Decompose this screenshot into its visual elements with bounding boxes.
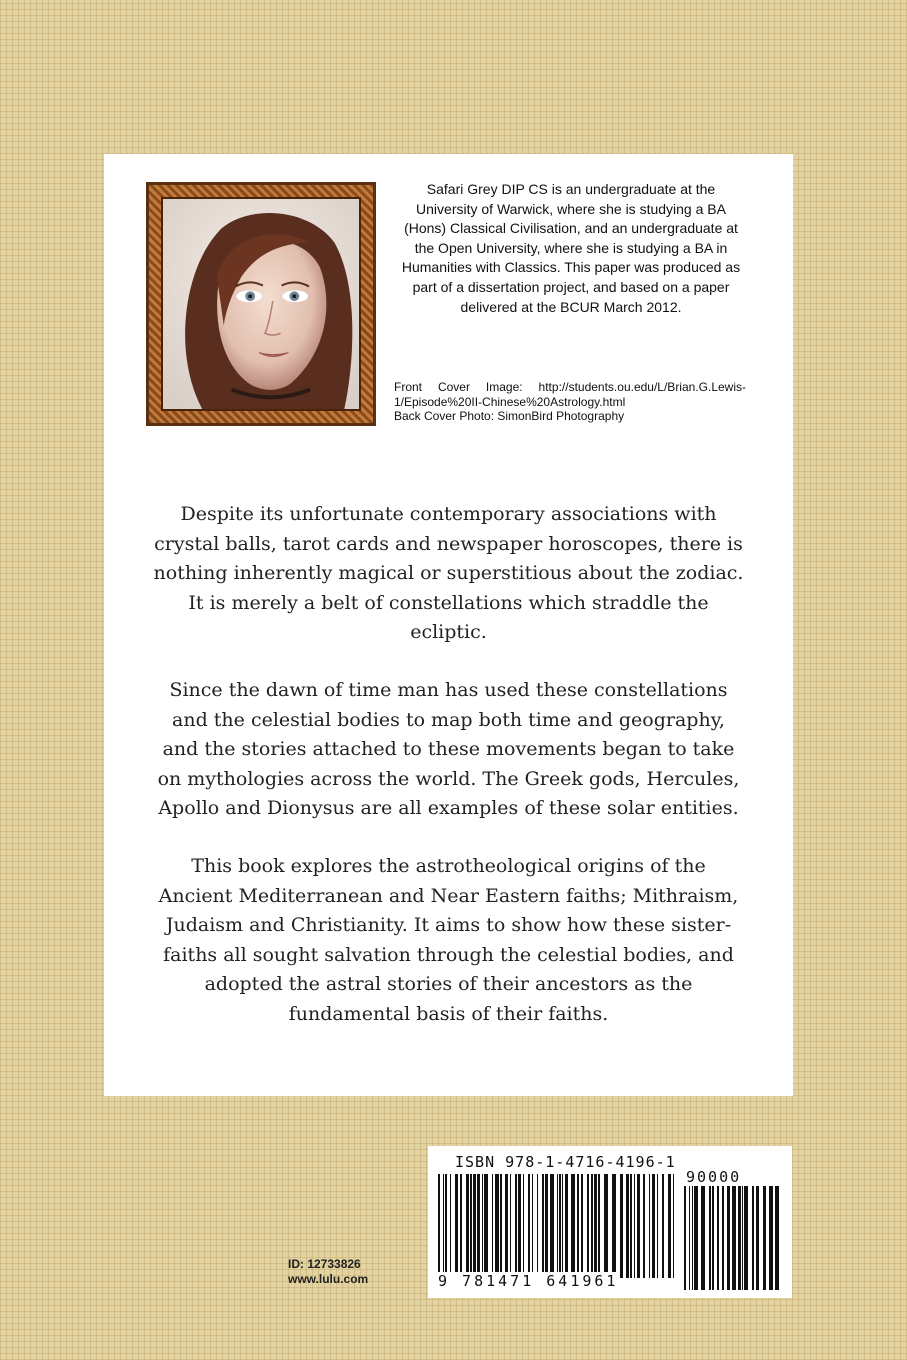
barcode-bar <box>565 1174 568 1278</box>
barcode-bar <box>477 1174 480 1278</box>
ean-barcode-bars <box>438 1174 680 1282</box>
barcode-bar <box>515 1174 517 1278</box>
barcode-bar <box>752 1186 754 1290</box>
barcode-bar <box>550 1174 554 1278</box>
barcode-bar <box>709 1186 711 1290</box>
barcode-bar <box>689 1186 690 1290</box>
barcode-bar <box>443 1174 444 1278</box>
barcode-bar <box>684 1186 686 1290</box>
isbn-barcode <box>428 1146 792 1298</box>
author-bio: Safari Grey DIP CS is an undergraduate at the University of Warwick, where she is studying a BA (Hons) Classical Civilisation, and an undergraduate at the Open University, where she is studying a BA in Humanities with Classics. This paper was produced as part of a dissertation project, and based on a paper delivered at the BCUR March 2012. <box>401 181 741 315</box>
barcode-bar <box>732 1186 736 1290</box>
barcode-bar <box>598 1174 600 1278</box>
barcode-bar <box>756 1186 759 1290</box>
barcode-bar <box>500 1174 502 1278</box>
barcode-bar <box>518 1174 521 1278</box>
barcode-bar <box>668 1174 671 1278</box>
barcode-bar <box>510 1174 511 1278</box>
ean-digits: 9 781471 641961 <box>438 1272 619 1290</box>
barcode-bar <box>484 1174 488 1278</box>
barcode-bar <box>594 1174 597 1278</box>
barcode-bar <box>562 1174 563 1278</box>
barcode-bar <box>692 1186 693 1290</box>
barcode-bar <box>557 1174 558 1278</box>
barcode-bar <box>722 1186 724 1290</box>
author-photo <box>146 182 376 426</box>
publisher-website: www.lulu.com <box>288 1272 369 1286</box>
publisher-info <box>288 1257 368 1287</box>
barcode-bar <box>482 1174 483 1278</box>
barcode-bar <box>473 1174 476 1278</box>
barcode-bar <box>652 1174 655 1278</box>
barcode-bar <box>466 1174 469 1278</box>
barcode-bar <box>738 1186 741 1290</box>
barcode-bar <box>542 1174 544 1278</box>
front-cover-credit: Front Cover Image: http://students.ou.edu/L/Brian.G.Lewis- <box>394 380 746 394</box>
barcode-bar <box>649 1174 650 1278</box>
barcode-bar <box>701 1186 705 1290</box>
barcode-bar <box>460 1174 462 1278</box>
barcode-bar <box>673 1174 674 1278</box>
barcode-bar <box>523 1174 524 1278</box>
barcode-bar <box>717 1186 719 1290</box>
barcode-bar <box>571 1174 575 1278</box>
barcode-bar <box>581 1174 583 1278</box>
blurb-paragraph: Despite its unfortunate contemporary associations with crystal balls, tarot cards and newspaper horoscopes, there is nothing inherently magical or superstitious about the zodiac. It is merely a belt of constellations which straddle the ecliptic. <box>153 503 744 644</box>
barcode-bar <box>727 1186 730 1290</box>
front-cover-credit-url: 1/Episode%20II-Chinese%20Astrology.html <box>394 394 626 409</box>
barcode-bar <box>495 1174 499 1278</box>
publisher-id: ID: 12733826 <box>288 1257 361 1271</box>
book-blurb <box>104 500 793 1058</box>
barcode-bar <box>657 1174 658 1278</box>
barcode-bar <box>662 1174 664 1278</box>
barcode-bar <box>505 1174 508 1278</box>
barcode-bar <box>545 1174 548 1278</box>
barcode-bar <box>630 1174 632 1278</box>
blurb-paragraph: This book explores the astrotheological origins of the Ancient Mediterranean and Near Eastern faiths; Mithraism, Judaism and Christianity. It aims to show how these sister-faiths all sought salvation through the celestial bodies, and adopted the astral stories of their ancestors as the fundamental basis of their faiths. <box>158 854 739 1025</box>
price-code: 90000 <box>686 1168 742 1186</box>
barcode-bar <box>637 1174 640 1278</box>
barcode-bar <box>775 1186 779 1290</box>
barcode-bar <box>528 1174 530 1278</box>
barcode-bar <box>604 1174 608 1278</box>
barcode-bar <box>712 1186 714 1290</box>
barcode-bar <box>769 1186 773 1290</box>
barcode-bar <box>591 1174 593 1278</box>
barcode-bar <box>694 1186 698 1290</box>
barcode-bar <box>445 1174 447 1278</box>
barcode-bar <box>763 1186 766 1290</box>
barcode-bar <box>492 1174 493 1278</box>
barcode-bar <box>742 1186 743 1290</box>
addon-barcode-bars <box>684 1186 780 1290</box>
author-portrait-image <box>161 197 361 411</box>
barcode-bar <box>577 1174 579 1278</box>
barcode-bar <box>612 1174 616 1278</box>
barcode-bar <box>643 1174 645 1278</box>
barcode-bar <box>470 1174 472 1278</box>
barcode-bar <box>455 1174 458 1278</box>
barcode-bar <box>559 1174 561 1278</box>
barcode-bar <box>620 1174 623 1278</box>
blurb-paragraph: Since the dawn of time man has used these constellations and the celestial bodies to map both time and geography, and the stories attached to these movements began to take on mythologies across the world. The Greek gods, Hercules, Apollo and Dionysus are all examples of these solar entities. <box>157 678 740 820</box>
barcode-bar <box>537 1174 538 1278</box>
back-cover-credit: Back Cover Photo: SimonBird Photography <box>394 409 625 423</box>
image-credits <box>394 380 746 424</box>
barcode-bar <box>438 1174 440 1278</box>
barcode-bar <box>744 1186 748 1290</box>
barcode-bar <box>450 1174 451 1278</box>
barcode-bar <box>532 1174 533 1278</box>
barcode-bar <box>634 1174 635 1278</box>
isbn-label: ISBN 978-1-4716-4196-1 <box>455 1153 676 1171</box>
barcode-bar <box>587 1174 589 1278</box>
barcode-bar <box>626 1174 629 1278</box>
back-cover-panel <box>104 154 793 1096</box>
